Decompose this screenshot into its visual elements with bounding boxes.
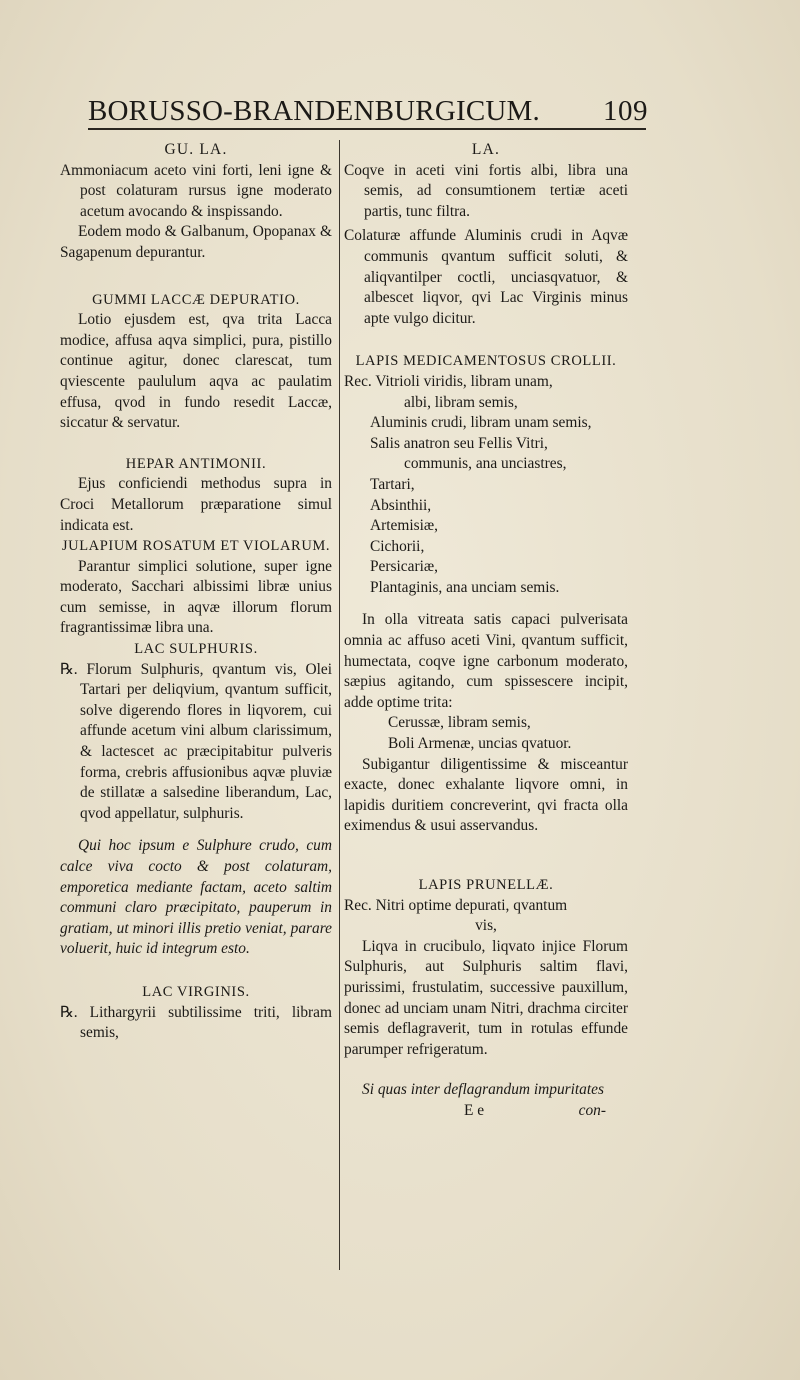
- header-rule: [88, 128, 646, 130]
- italic-note: Si quas inter deflagrandum impuritates: [362, 1081, 604, 1099]
- recipe-paragraph: ℞. Florum Sulphuris, qvantum vis, Olei Tartari per deliqvium, qvantum sufficit, solve digerendo flores in liqvorem, cui affunde acetum vini album clarissimum, & lactescet ac præcipitabitur pulveris forma, crebris affusionibus aqvæ pluviæ de stillatæ a salsedine liberandum, Lac, qvod appellatur, sulphuris.: [60, 660, 332, 822]
- recipe-line: albi, libram semis,: [404, 393, 518, 411]
- running-head: [88, 92, 648, 128]
- section-heading: GUMMI LACCÆ DEPURATIO.: [92, 291, 300, 308]
- recipe-line: vis,: [475, 917, 497, 935]
- page-number: 109: [603, 95, 648, 127]
- section-heading: JULAPIUM ROSATUM ET VIOLARUM.: [61, 538, 331, 555]
- catchword: con-: [578, 1101, 606, 1119]
- recipe-line: Tartari,: [370, 475, 415, 493]
- paragraph: Ammoniacum aceto vini forti, leni igne & post colaturam rursus igne moderato acetum avocando & inspissando.: [60, 161, 332, 220]
- paragraph: Subigantur diligentissime & misceantur exacte, donec exhalante liqvore omni, in lapidis duritiem concreverint, qvi fracta olla eximendus & usui asservandus.: [344, 755, 628, 835]
- paragraph: Liqva in crucibulo, liqvato injice Florum Sulphuris, aut Sulphuris saltim flavi, purissimi, frustulatim, successive pauxillum, donec ad unciam unam Nitri, drachma circiter semis deflagraverit, tum in rotulas effunde parumper refrigeratum.: [344, 937, 628, 1058]
- right-column: [344, 140, 628, 1122]
- recipe-line: Persicariæ,: [370, 558, 438, 576]
- recipe-line: Rec. Nitri optime depurati, qvantum: [344, 896, 568, 914]
- running-title: BORUSSO-BRANDENBURGICUM.: [88, 95, 540, 127]
- section-heading: HEPAR ANTIMONII.: [125, 455, 267, 472]
- recipe-line: communis, ana unciastres,: [404, 455, 567, 473]
- right-column-head: LA.: [471, 141, 501, 158]
- paragraph: In olla vitreata satis capaci pulverisata omnia ac affuso aceti Vini, qvantum sufficit, humectata, coqve igne carbonum moderato, sæpius agitando, cum spissescere incipit, adde optime trita:: [344, 611, 628, 711]
- recipe-line: Artemisiæ,: [370, 517, 438, 535]
- recipe-line: Boli Armenæ, uncias qvatuor.: [388, 735, 572, 753]
- paragraph: Ejus conficiendi methodus supra in Croci Metallorum præparatione simul indicata est.: [60, 475, 332, 534]
- page-footer: [344, 1101, 628, 1122]
- recipe-line: Cerussæ, libram semis,: [388, 714, 531, 732]
- paragraph: Colaturæ affunde Aluminis crudi in Aqvæ communis qvantum sufficit soluti, & aliqvantilper coctli, unciasqvatuor, & albescet liqvor, qvi Lac Virginis minus apte vulgo dicitur.: [344, 227, 628, 327]
- paragraph: Coqve in aceti vini fortis albi, libra una semis, ad consumtionem tertiæ aceti partis, tunc filtra.: [344, 161, 628, 220]
- paragraph: Parantur simplici solutione, super igne moderato, Sacchari albissimi libræ unius cum semisse, in aqvæ illorum florum fragrantissimæ libra una.: [60, 557, 332, 637]
- signature-mark: E e: [464, 1101, 485, 1119]
- column-rule: [339, 140, 340, 1270]
- recipe-line: Absinthii,: [370, 496, 432, 514]
- italic-note: Qui hoc ipsum e Sulphure crudo, cum calce viva cocto & post colaturam, emporetica mediante factam, aceto saltim communi claro præcipitato, pauperum in gratiam, ut minori illis pretio veniat, parare voluerit, huic id integrum esto.: [60, 837, 332, 958]
- section-heading: LAPIS PRUNELLÆ.: [418, 877, 554, 893]
- spacer: [60, 824, 332, 836]
- spacer: [344, 598, 628, 610]
- paragraph: Eodem modo & Galbanum, Opopanax & Sagapenum depurantur.: [60, 223, 332, 261]
- recipe-line: Plantaginis, ana unciam semis.: [370, 578, 560, 596]
- recipe-line: Salis anatron seu Fellis Vitri,: [370, 434, 548, 452]
- recipe-line: Rec. Vitrioli viridis, libram unam,: [344, 372, 553, 390]
- recipe-paragraph: ℞. Lithargyrii subtilissime triti, libram semis,: [60, 1003, 332, 1042]
- recipe-line: Aluminis crudi, libram unam semis,: [370, 414, 592, 432]
- section-heading: LAC VIRGINIS.: [142, 983, 250, 1000]
- paragraph: Lotio ejusdem est, qva trita Lacca modice, affusa aqva simplici, pura, pistillo continue agitur, donec clarescat, tum qviescente paululum aqva ac paulatim effusa, qvod in fundo resedit Laccæ, siccatur & servatur.: [60, 311, 332, 432]
- left-column-head: GU. LA.: [164, 141, 228, 158]
- section-heading: LAPIS MEDICAMENTOSUS CROLLII.: [355, 353, 617, 370]
- left-column: [60, 140, 332, 1044]
- spacer: [344, 1060, 628, 1080]
- section-heading: LAC SULPHURIS.: [134, 641, 258, 658]
- recipe-line: Cichorii,: [370, 537, 425, 555]
